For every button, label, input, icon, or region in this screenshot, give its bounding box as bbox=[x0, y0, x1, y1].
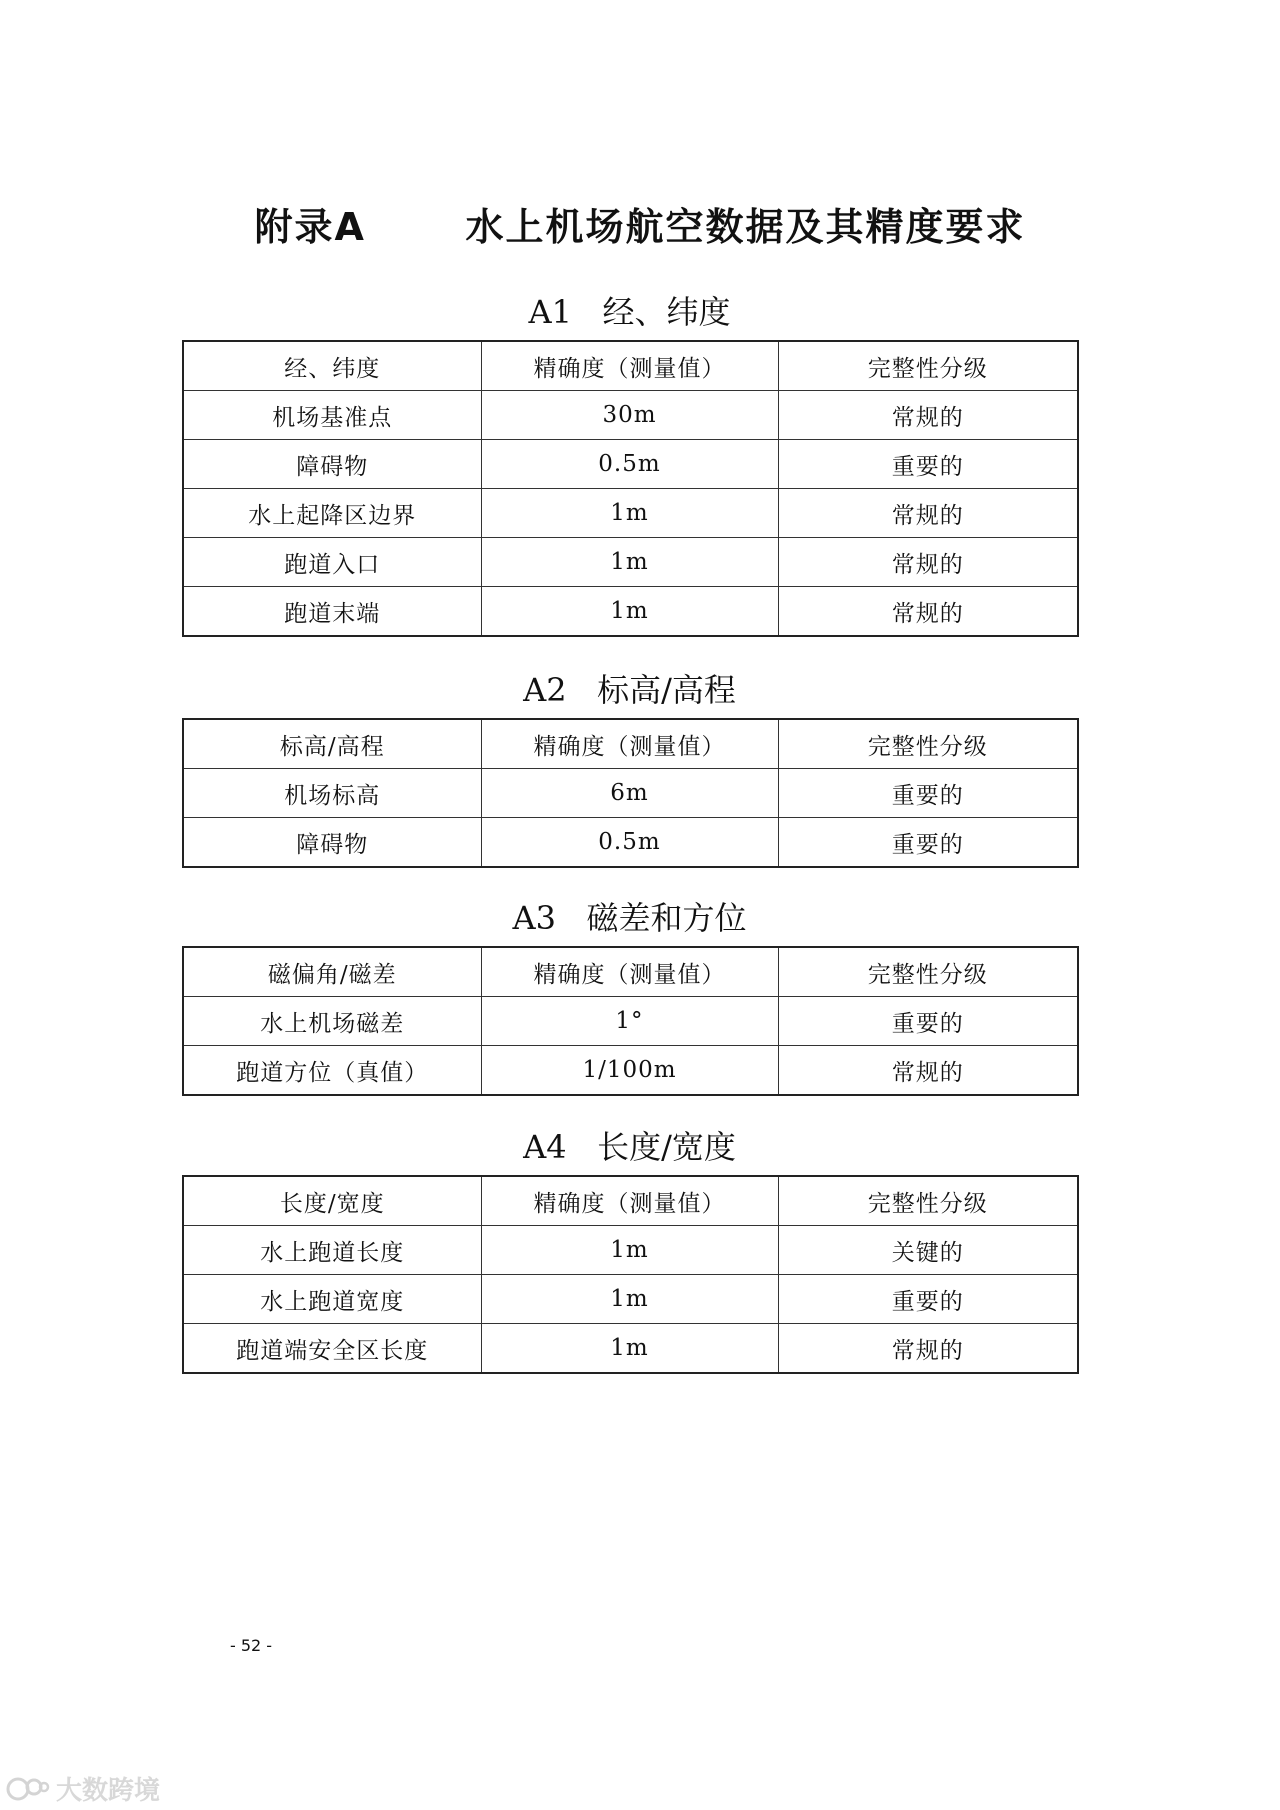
table-cell: 0.5m bbox=[481, 818, 778, 868]
table-cell: 水上跑道长度 bbox=[183, 1226, 481, 1275]
table-row bbox=[183, 1324, 1078, 1374]
table-header-row bbox=[183, 719, 1078, 769]
table-cell: 常规的 bbox=[778, 587, 1078, 637]
table-cell: 1m bbox=[481, 1324, 778, 1374]
wechat-source-icon bbox=[6, 1775, 50, 1803]
table-row bbox=[183, 1226, 1078, 1275]
header-cell: 完整性分级 bbox=[778, 947, 1078, 997]
table-cell: 1° bbox=[481, 997, 778, 1046]
table-cell: 1m bbox=[481, 1226, 778, 1275]
table-cell: 跑道端安全区长度 bbox=[183, 1324, 481, 1374]
table-cell: 常规的 bbox=[778, 1046, 1078, 1096]
table-cell: 1m bbox=[481, 587, 778, 637]
watermark bbox=[6, 1770, 160, 1807]
table-row bbox=[183, 440, 1078, 489]
table-cell: 关键的 bbox=[778, 1226, 1078, 1275]
table-row bbox=[183, 997, 1078, 1046]
table-cell: 跑道末端 bbox=[183, 587, 481, 637]
table-row bbox=[183, 587, 1078, 637]
header-cell: 精确度（测量值） bbox=[481, 341, 778, 391]
table-cell: 重要的 bbox=[778, 769, 1078, 818]
table-cell: 常规的 bbox=[778, 489, 1078, 538]
table-cell: 重要的 bbox=[778, 1275, 1078, 1324]
table-cell: 重要的 bbox=[778, 997, 1078, 1046]
table-cell: 常规的 bbox=[778, 1324, 1078, 1374]
header-cell: 完整性分级 bbox=[778, 719, 1078, 769]
table-cell: 机场标高 bbox=[183, 769, 481, 818]
header-cell: 完整性分级 bbox=[778, 341, 1078, 391]
table-cell: 水上机场磁差 bbox=[183, 997, 481, 1046]
table-cell: 1m bbox=[481, 1275, 778, 1324]
table-a2-elevation bbox=[182, 718, 1079, 868]
table-header-row bbox=[183, 341, 1078, 391]
header-cell: 精确度（测量值） bbox=[481, 719, 778, 769]
page-number: - 52 - bbox=[230, 1636, 273, 1655]
header-cell: 长度/宽度 bbox=[183, 1176, 481, 1226]
table-cell: 障碍物 bbox=[183, 818, 481, 868]
table-cell: 障碍物 bbox=[183, 440, 481, 489]
table-cell: 0.5m bbox=[481, 440, 778, 489]
table-cell: 机场基准点 bbox=[183, 391, 481, 440]
section-a4 bbox=[182, 1125, 1077, 1374]
watermark-text: 大数跨境 bbox=[56, 1776, 161, 1806]
section-title: A4 长度/宽度 bbox=[523, 1128, 736, 1166]
table-cell: 跑道方位（真值） bbox=[183, 1046, 481, 1096]
section-title: A3 磁差和方位 bbox=[512, 899, 747, 937]
section-a1 bbox=[182, 290, 1077, 637]
section-title: A2 标高/高程 bbox=[523, 671, 736, 709]
table-row bbox=[183, 1275, 1078, 1324]
section-a2 bbox=[182, 668, 1077, 868]
table-cell: 常规的 bbox=[778, 538, 1078, 587]
table-cell: 6m bbox=[481, 769, 778, 818]
table-header-row bbox=[183, 947, 1078, 997]
header-cell: 磁偏角/磁差 bbox=[183, 947, 481, 997]
table-cell: 重要的 bbox=[778, 818, 1078, 868]
table-cell: 1m bbox=[481, 538, 778, 587]
table-cell: 水上起降区边界 bbox=[183, 489, 481, 538]
header-cell: 完整性分级 bbox=[778, 1176, 1078, 1226]
section-a3 bbox=[182, 896, 1077, 1096]
table-a3-magnetic-variation bbox=[182, 946, 1079, 1096]
table-row bbox=[183, 769, 1078, 818]
table-row bbox=[183, 818, 1078, 868]
table-header-row bbox=[183, 1176, 1078, 1226]
table-cell: 常规的 bbox=[778, 391, 1078, 440]
table-row bbox=[183, 538, 1078, 587]
table-row bbox=[183, 1046, 1078, 1096]
table-a4-length-width bbox=[182, 1175, 1079, 1374]
header-cell: 精确度（测量值） bbox=[481, 1176, 778, 1226]
table-cell: 30m bbox=[481, 391, 778, 440]
table-row bbox=[183, 391, 1078, 440]
table-cell: 1m bbox=[481, 489, 778, 538]
page-title: 附录A 水上机场航空数据及其精度要求 bbox=[254, 205, 1026, 249]
header-cell: 精确度（测量值） bbox=[481, 947, 778, 997]
header-cell: 标高/高程 bbox=[183, 719, 481, 769]
table-a1-latitude-longitude bbox=[182, 340, 1079, 637]
table-cell: 重要的 bbox=[778, 440, 1078, 489]
section-title: A1 经、纬度 bbox=[528, 293, 731, 331]
table-row bbox=[183, 489, 1078, 538]
table-cell: 跑道入口 bbox=[183, 538, 481, 587]
table-cell: 1/100m bbox=[481, 1046, 778, 1096]
table-cell: 水上跑道宽度 bbox=[183, 1275, 481, 1324]
header-cell: 经、纬度 bbox=[183, 341, 481, 391]
